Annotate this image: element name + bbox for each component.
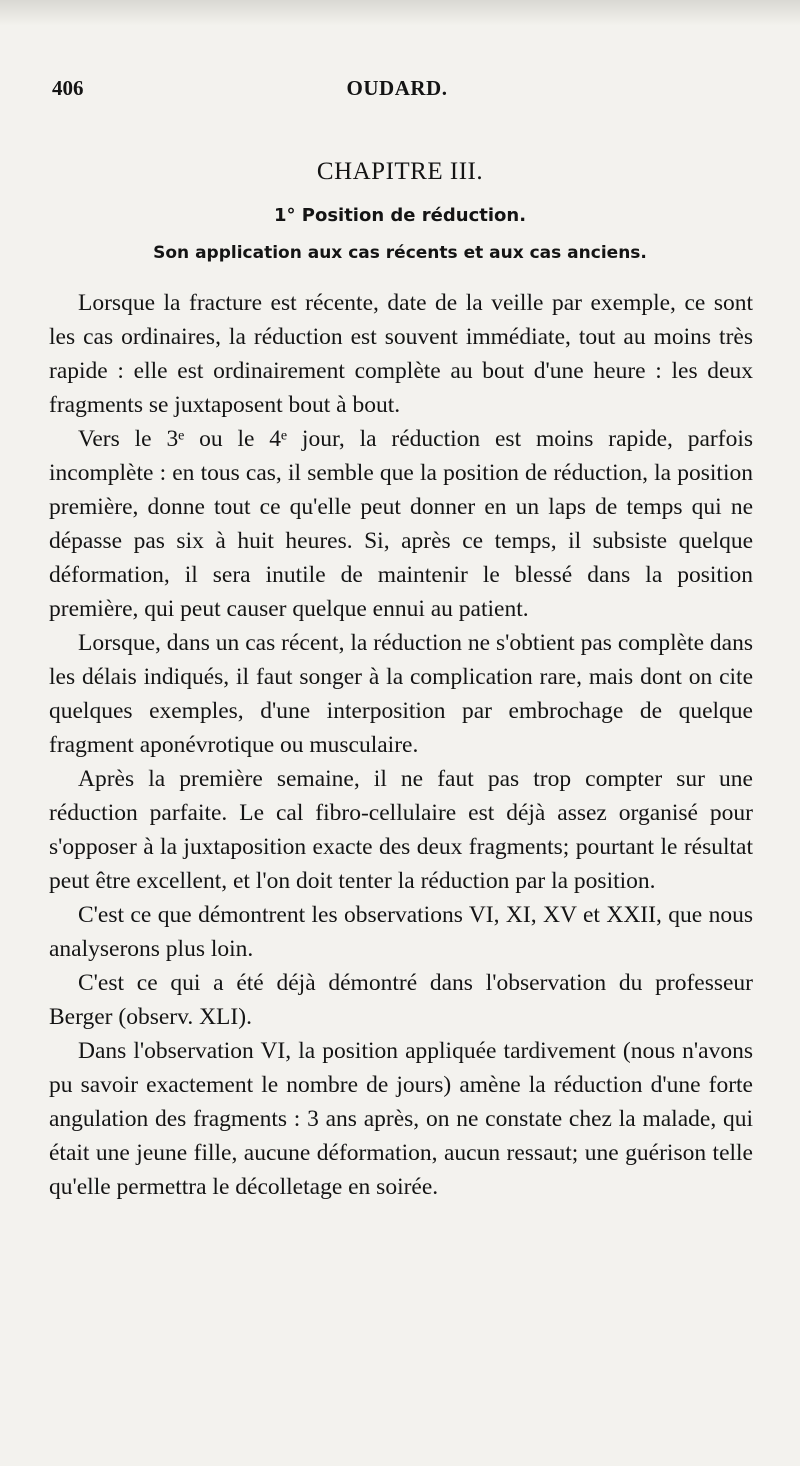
section-title: 1° Position de réduction. xyxy=(273,205,527,226)
paragraph: C'est ce que démontrent les observations VI, XI, XV et XXII, que nous analyserons plus loin. xyxy=(49,902,753,962)
page-number: 406 xyxy=(52,76,84,100)
paragraph: Lorsque, dans un cas récent, la réduction ne s'obtient pas complète dans les délais indiqués, il faut songer à la complication rare, mais dont on cite quelques exemples, d'une interposition par embrochage de quelque fragment aponévrotique ou musculaire. xyxy=(49,630,753,758)
section-subtitle: Son application aux cas récents et aux cas anciens. xyxy=(153,243,647,263)
paragraph: Vers le 3ᵉ ou le 4ᵉ jour, la réduction est moins rapide, parfois incomplète : en tous cas, il semble que la position de réduction, la position première, donne tout ce qu'elle peut donner en un laps de temps qui ne dépasse pas six à huit heures. Si, après ce temps, il subsiste quelque déformation, il sera inutile de maintenir le blessé dans la position première, qui peut causer quelque ennui au patient. xyxy=(49,426,753,622)
paragraph: Dans l'observation VI, la position appliquée tardivement (nous n'avons pu savoir exactement le nombre de jours) amène la réduction d'une forte angulation des fragments : 3 ans après, on ne constate chez la malade, qui était une jeune fille, aucune déformation, aucun ressaut; une guérison telle qu'elle permettra le décolletage en soirée. xyxy=(49,1038,753,1200)
paragraph: Lorsque la fracture est récente, date de la veille par exemple, ce sont les cas ordinaires, la réduction est souvent immédiate, tout au moins très rapide : elle est ordinairement complète au bout d'une heure : les deux fragments se juxtaposent bout à bout. xyxy=(49,290,753,418)
body-text xyxy=(49,286,753,1204)
paragraph: Après la première semaine, il ne faut pas trop compter sur une réduction parfaite. Le cal fibro-cellulaire est déjà assez organisé pour s'opposer à la juxtaposition exacte des deux fragments; pourtant le résultat peut être excellent, et l'on doit tenter la réduction par la position. xyxy=(49,766,753,894)
page-top-edge xyxy=(0,0,800,26)
running-title: OUDARD. xyxy=(346,76,448,100)
chapter-title: CHAPITRE III. xyxy=(316,158,484,185)
paragraph: C'est ce qui a été déjà démontré dans l'observation du professeur Berger (observ. XLI). xyxy=(49,970,753,1030)
running-head xyxy=(52,76,742,106)
